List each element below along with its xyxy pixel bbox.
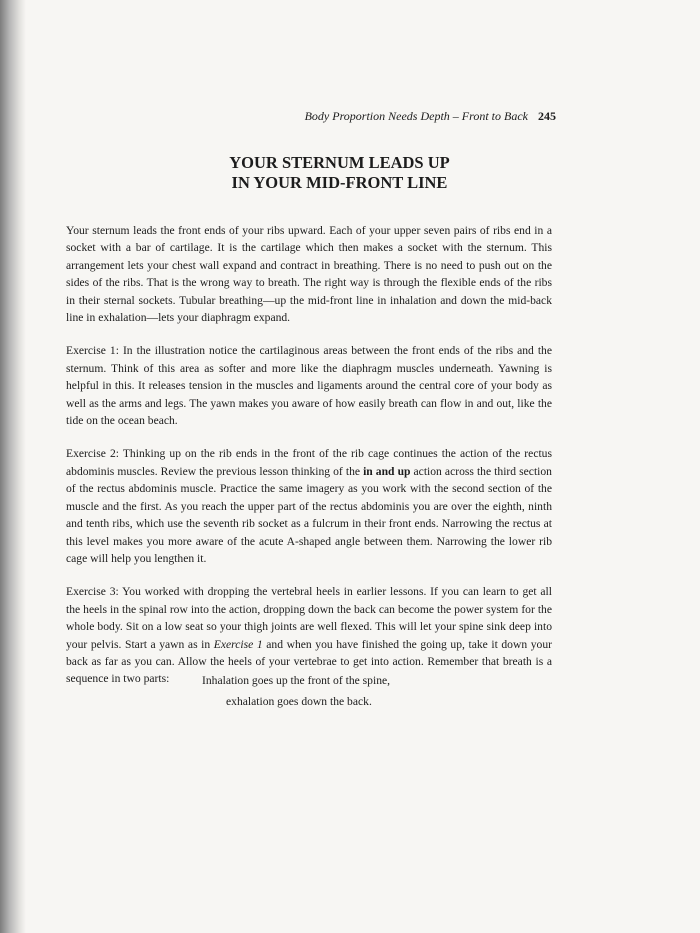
- paragraph-intro: Your sternum leads the front ends of your ribs upward. Each of your upper seven pairs of ribs end in a socket with a bar of cartilage. It is the cartilage which then makes a socket with the sternum. This arrangement lets your chest wall expand and contract in breathing. There is no need to push out on the sides of the ribs. That is the wrong way to breath. The right way is through the flexible ends of the ribs in their sternal sockets. Tubular breathing—up the mid-front line in inhalation and down the mid-back line in exhalation—lets your diaphragm expand.: [66, 224, 552, 325]
- chapter-title: [60, 153, 619, 193]
- binding-gutter-shadow: [0, 0, 26, 933]
- exercise-3-text-start: Exercise 3: You worked with dropping the vertebral heels in earlier lessons. If you can learn to get all the heels in the spinal row into the action, dropping down the back can become the power system for the whole body. Sit on a low seat so your thigh joints are well flexed. This will let your spine sink deep into your pelvis. Start a yawn as in: [66, 585, 552, 651]
- exercise-2-text-start: Exercise 2: Thinking up on the rib ends in the front of the rib cage continues the action of the rectus abdominis muscles. Review the previous lesson thinking of the: [66, 447, 552, 478]
- exercise-3-text-end: and when you have finished the going up, take it down your back as far as you can. Allow the heels of your vertebrae to get into action. Remember that breath is a sequence in two parts:: [66, 637, 552, 686]
- running-head-title: Body Proportion Needs Depth – Front to Back: [304, 109, 528, 123]
- page-number: 245: [538, 109, 556, 123]
- chapter-title-line-2: IN YOUR MID-FRONT LINE: [231, 173, 448, 192]
- exercise-2-emphasis: in and up: [363, 464, 411, 478]
- paragraph-exercise-1: Exercise 1: In the illustration notice the cartilaginous areas between the front ends of the ribs and the sternum. Think of this area as softer and more like the diaphragm muscles underneath. Yawning is helpful in this. It releases tension in the muscles and ligaments around the central core of your body as well as the arms and legs. The yawn makes you aware of how easily breath can flow in and out, like the tide on the ocean beach.: [66, 344, 552, 428]
- breath-sequence: [66, 670, 552, 712]
- exercise-3-reference: Exercise 1: [213, 637, 263, 651]
- exercise-2-text-end: action across the third section of the rectus abdominis muscle. Practice the same imagery as you work with the second section of the muscle and the first. As you reach the upper part of the rectus abdominis you are over the eighth, ninth and tenth ribs, which use the seventh rib socket as a fulcrum in their front ends. Narrowing the rectus at this level makes you more aware of the acute A-shaped angle between them. Narrowing the lower rib cage will help you lengthen it.: [66, 464, 552, 565]
- paragraph-exercise-2: [66, 445, 552, 567]
- breath-sequence-line-2: exhalation goes down the back.: [226, 695, 372, 708]
- body-text: [66, 222, 552, 688]
- running-head: [300, 109, 556, 124]
- breath-sequence-line-1: Inhalation goes up the front of the spine,: [202, 674, 391, 687]
- chapter-title-line-1: YOUR STERNUM LEADS UP: [229, 153, 450, 172]
